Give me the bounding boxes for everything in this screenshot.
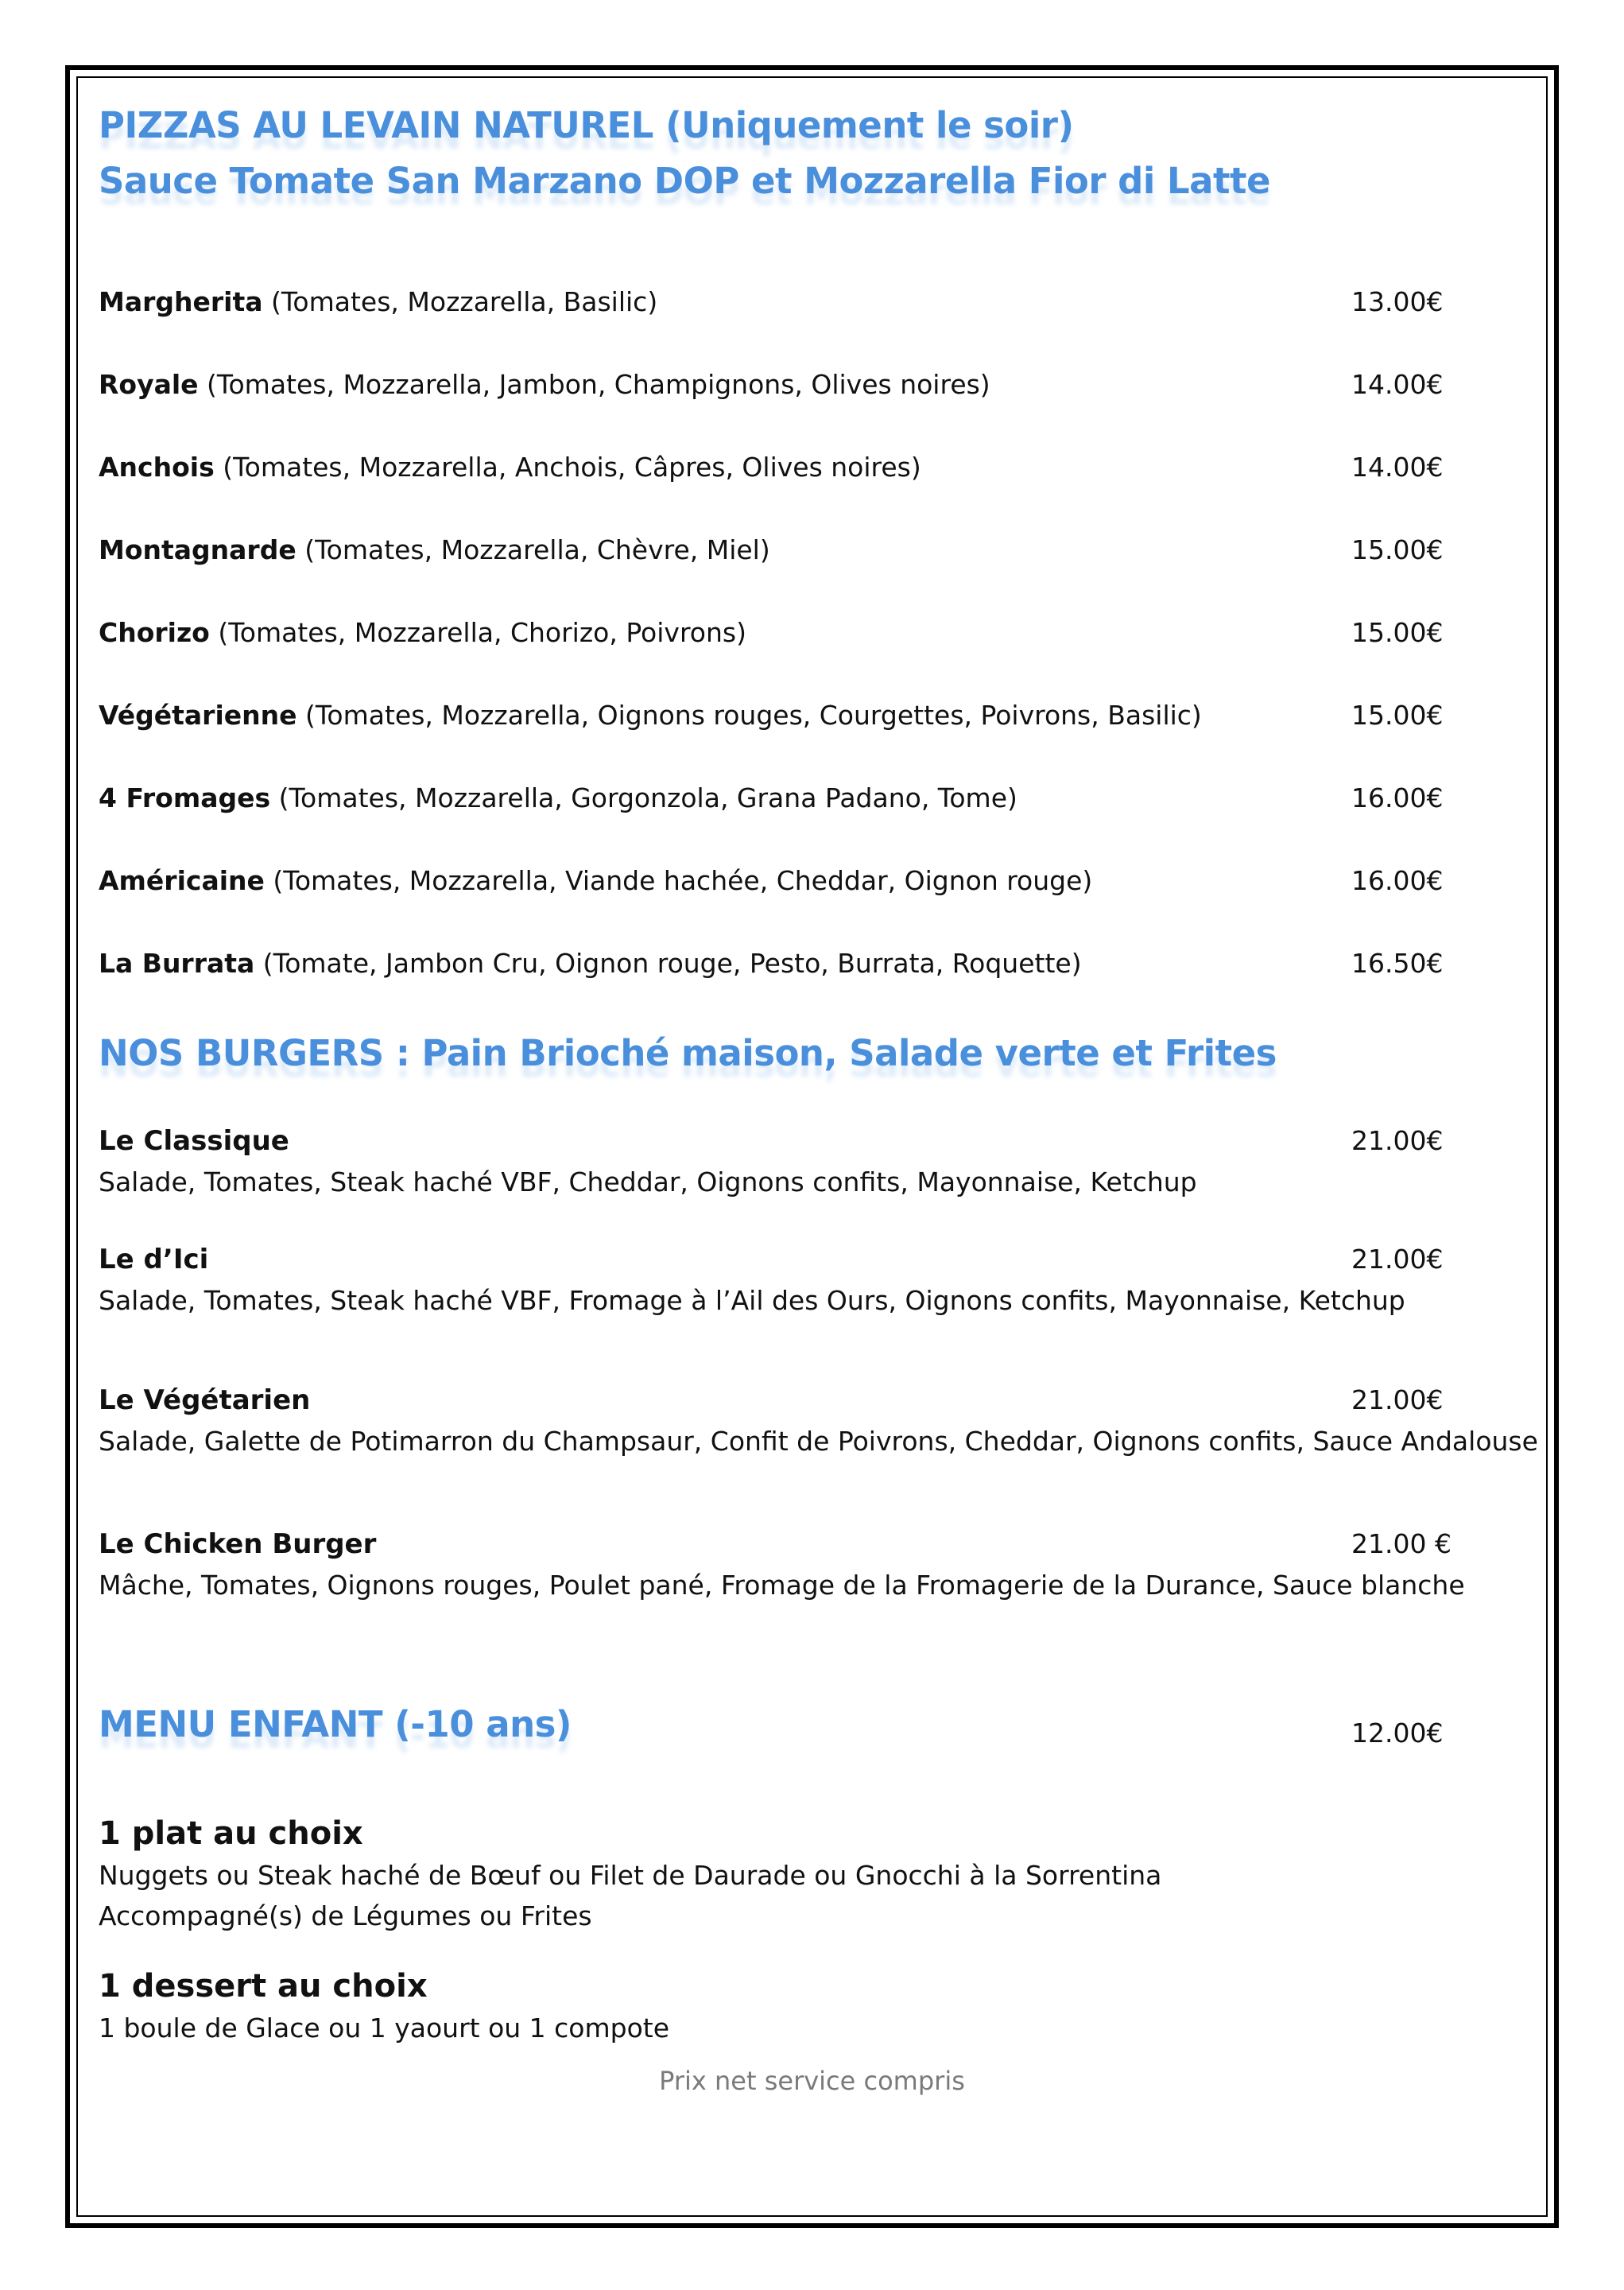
burger-price: 21.00€: [1351, 1244, 1444, 1275]
pizza-item: [99, 534, 1450, 566]
pizza-desc: (Tomates, Mozzarella, Viande hachée, Cheddar, Oignon rouge): [264, 865, 1093, 896]
burgers-title: NOS BURGERS : Pain Brioché maison, Salade verte et Frites: [99, 1032, 1277, 1074]
pizza-desc: (Tomates, Mozzarella, Chorizo, Poivrons): [209, 617, 746, 648]
pizza-price: 15.00€: [1351, 700, 1444, 731]
pizza-name: Américaine: [99, 865, 265, 896]
kids-plat-title: 1 plat au choix: [99, 1815, 363, 1852]
pizza-name: Montagnarde: [99, 534, 297, 565]
pizza-desc: (Tomates, Mozzarella, Anchois, Câpres, Olives noires): [214, 452, 921, 483]
burger-price: 21.00€: [1351, 1125, 1444, 1156]
burger-name: Le d’Ici: [99, 1244, 209, 1275]
pizza-price: 14.00€: [1351, 452, 1444, 483]
pizza-desc: (Tomates, Mozzarella, Jambon, Champignons, Olives noires): [198, 369, 990, 400]
pizza-item: [99, 948, 1450, 980]
burger-name: Le Classique: [99, 1125, 289, 1157]
pizza-item: [99, 369, 1450, 401]
pizza-price: 16.00€: [1351, 782, 1444, 813]
pizza-name: Margherita: [99, 286, 263, 317]
burger-desc: Salade, Tomates, Steak haché VBF, Fromage à l’Ail des Ours, Oignons confits, Mayonnaise, Ketchup: [99, 1285, 1405, 1316]
kids-menu-title: MENU ENFANT (-10 ans): [99, 1703, 572, 1745]
pizza-price: 16.00€: [1351, 865, 1444, 896]
pizza-item: [99, 286, 1450, 318]
pizza-name: Royale: [99, 369, 199, 400]
pizza-desc: (Tomates, Mozzarella, Basilic): [262, 286, 658, 317]
kids-dessert-line1: 1 boule de Glace ou 1 yaourt ou 1 compote: [99, 2012, 670, 2044]
pizza-price: 13.00€: [1351, 286, 1444, 317]
pizza-item: [99, 617, 1450, 649]
pizza-desc: (Tomates, Mozzarella, Chèvre, Miel): [296, 534, 770, 565]
pizza-name: Chorizo: [99, 617, 210, 648]
kids-plat-line2: Accompagné(s) de Légumes ou Frites: [99, 1900, 592, 1931]
pizza-name: La Burrata: [99, 948, 255, 979]
kids-dessert-title: 1 dessert au choix: [99, 1968, 428, 2005]
pizza-item: [99, 782, 1450, 814]
pizza-desc: (Tomates, Mozzarella, Oignons rouges, Courgettes, Poivrons, Basilic): [297, 700, 1202, 731]
kids-plat-line1: Nuggets ou Steak haché de Bœuf ou Filet de Daurade ou Gnocchi à la Sorrentina: [99, 1860, 1162, 1891]
burger-desc: Salade, Galette de Potimarron du Champsaur, Confit de Poivrons, Cheddar, Oignons confits, Sauce Andalouse: [99, 1426, 1538, 1457]
burger-desc: Salade, Tomates, Steak haché VBF, Cheddar, Oignons confits, Mayonnaise, Ketchup: [99, 1166, 1197, 1197]
pizza-price: 16.50€: [1351, 948, 1444, 979]
kids-menu-price: 12.00€: [1351, 1718, 1444, 1749]
footer-note: Prix net service compris: [659, 2066, 965, 2096]
pizza-item: [99, 865, 1450, 897]
pizzas-title-line2: Sauce Tomate San Marzano DOP et Mozzarella Fior di Latte: [99, 160, 1271, 202]
pizza-price: 14.00€: [1351, 369, 1444, 400]
burger-name: Le Chicken Burger: [99, 1528, 377, 1560]
burger-price: 21.00€: [1351, 1384, 1444, 1415]
pizzas-title-line1: PIZZAS AU LEVAIN NATUREL (Uniquement le soir): [99, 104, 1074, 146]
pizza-desc: (Tomates, Mozzarella, Gorgonzola, Grana Padano, Tome): [270, 782, 1017, 813]
pizza-item: [99, 452, 1450, 483]
burger-price: 21.00 €: [1351, 1528, 1452, 1559]
pizza-name: Anchois: [99, 452, 215, 483]
burger-name: Le Végétarien: [99, 1384, 311, 1416]
burger-desc: Mâche, Tomates, Oignons rouges, Poulet pané, Fromage de la Fromagerie de la Durance, Sauce blanche: [99, 1570, 1465, 1601]
pizza-item: [99, 700, 1450, 732]
pizza-name: Végétarienne: [99, 700, 297, 731]
pizza-price: 15.00€: [1351, 617, 1444, 648]
pizza-name: 4 Fromages: [99, 782, 271, 813]
pizza-desc: (Tomate, Jambon Cru, Oignon rouge, Pesto, Burrata, Roquette): [254, 948, 1082, 979]
pizza-price: 15.00€: [1351, 534, 1444, 565]
